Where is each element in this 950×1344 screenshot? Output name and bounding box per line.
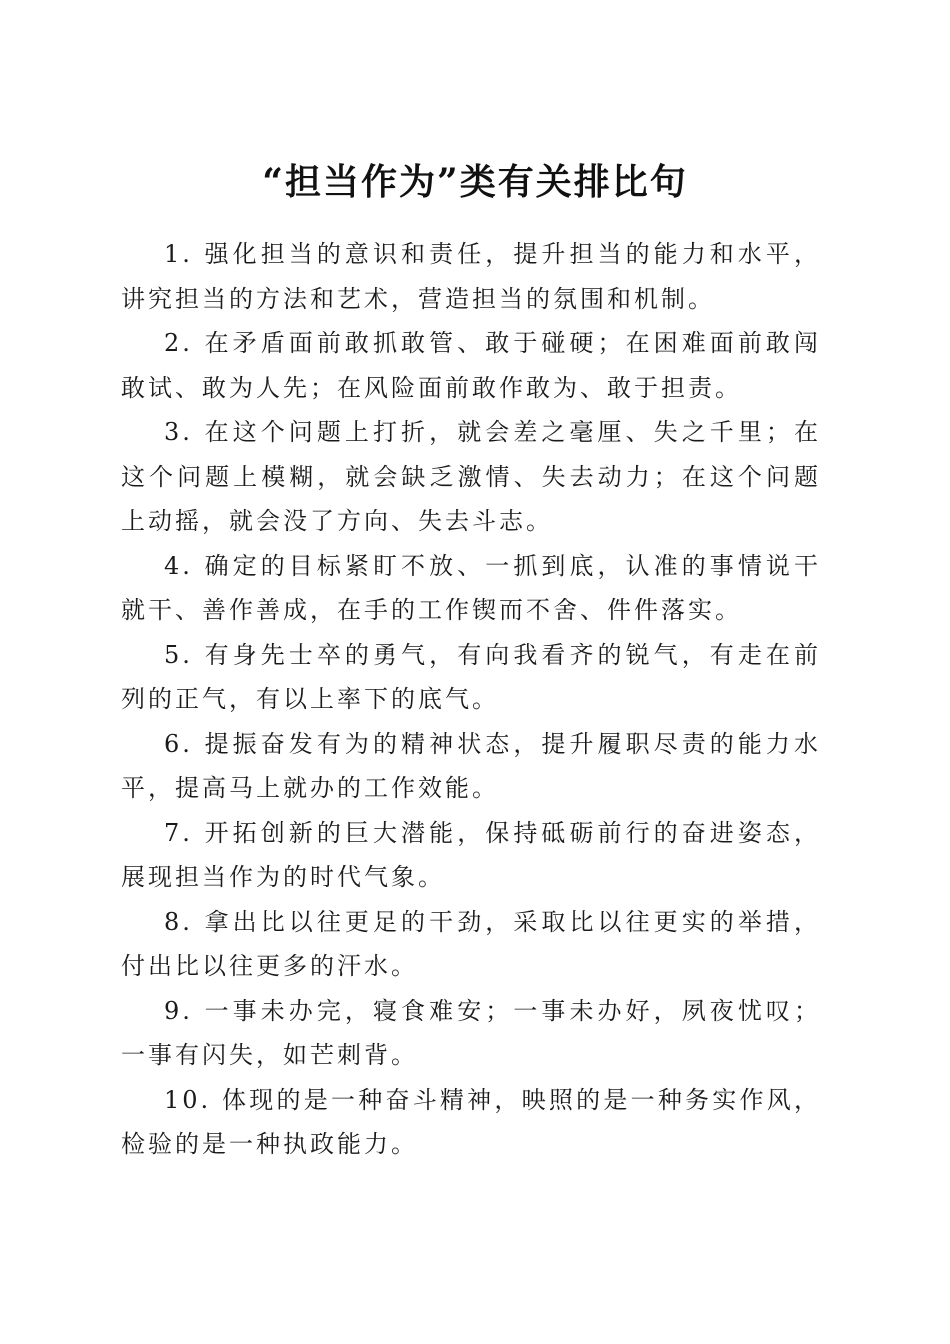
- sentence-list: [121, 232, 821, 1167]
- list-item: 7. 开拓创新的巨大潜能，保持砥砺前行的奋进姿态，展现担当作为的时代气象。: [121, 818, 821, 891]
- list-item: 5. 有身先士卒的勇气，有向我看齐的锐气，有走在前列的正气，有以上率下的底气。: [121, 640, 821, 713]
- list-item: 10. 体现的是一种奋斗精神，映照的是一种务实作风，检验的是一种执政能力。: [121, 1085, 821, 1158]
- list-item: 9. 一事未办完，寝食难安；一事未办好，夙夜忧叹；一事有闪失，如芒刺背。: [121, 996, 821, 1069]
- list-item: 2. 在矛盾面前敢抓敢管、敢于碰硬；在困难面前敢闯敢试、敢为人先；在风险面前敢作敢为、敢于担责。: [121, 329, 821, 402]
- list-item: 6. 提振奋发有为的精神状态，提升履职尽责的能力水平，提高马上就办的工作效能。: [121, 729, 821, 802]
- list-item: 4. 确定的目标紧盯不放、一抓到底，认准的事情说干就干、善作善成，在手的工作锲而不舍、件件落实。: [121, 551, 821, 624]
- list-item: 8. 拿出比以往更足的干劲，采取比以往更实的举措，付出比以往更多的汗水。: [121, 907, 821, 980]
- document-title: “担当作为”类有关排比句: [262, 161, 688, 204]
- list-item: 1. 强化担当的意识和责任，提升担当的能力和水平，讲究担当的方法和艺术，营造担当的氛围和机制。: [121, 240, 821, 313]
- list-item: 3. 在这个问题上打折，就会差之毫厘、失之千里；在这个问题上模糊，就会缺乏激情、失去动力；在这个问题上动摇，就会没了方向、失去斗志。: [121, 418, 821, 535]
